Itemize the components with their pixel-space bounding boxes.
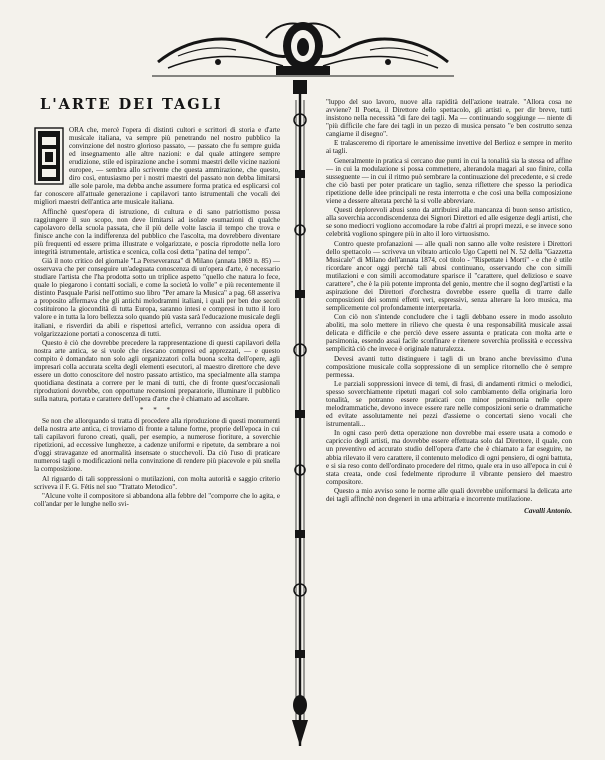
author-signature: Cavalli Antonio. [524,506,572,515]
dropcap-o-icon [34,127,64,185]
article-paragraph: Contro queste profanazioni — alle quali non sanno alle volte resistere i Direttori dello spettacolo — scriveva un vibrato articolo Ugo Capetti nel N. 52 della "Gazzetta Musicale" di Milano dell'annata 1874, col titolo - "Rispettate i Morti" - e che è utile ricordare ancor oggi perchè tali abusi continuano, osservando che con simili mutilazioni e con simili accomodature sparisce il "carattere, quel delizioso e soave carattere", che è la più potente impronta del genio, mentre che il sogno degl'artisti e la aspirazione dei Direttori d'orchestra dovrebbe essere quella di trarre dalle composizioni dei sommi effetti veri, espressivi, senza alterare la loro musica, ma semplicemente col profondamente interpretarla. [326,239,572,312]
article-paragraph: Generalmente in pratica si cercano due punti in cui la tonalità sia la stessa od affine — in cui la modulazione si possa commettere, alterandola magari al suo finire, colla susseguente — in cui il ritmo può sembrare la continuazione del precedente, e si crede che ciò basti per poter praticare un taglio, senza riflettere che spesso la periodica ripetizione delle idee principali ne resta interrotta e che così una bella composizione viene a dessere alterata perchè la si volle abbreviare. [326,156,572,205]
article-paragraph: Questo è ciò che dovrebbe precedere la rappresentazione di questi capilavori della nostra arte antica, se si vuole che riescano compresi ed apprezzati, — e questo compito è domandato non solo agli organizzatori colla buona scelta dell'opere, agli impresari colla accurata scelta degli elementi esecutori, al maestro direttore che deve essere un dotto conoscitore del nostro passato artistico, ma specialmente alla stampa quotidiana destinata a correre per le mani di tutti, che di fronte quest'occasionali riproduzioni dovrebbe, con opportune recensioni preparatorie, illuminare il pubblico sulla natura, portata e carattere dell'opera d'arte che è chiamato ad ascoltare. [34,338,280,404]
article-paragraph: Se non che allorquando si tratta di procedere alla riproduzione di questi monumenti della nostra arte antica, ci troviamo di fronte a talune forme, proprie dell'epoca in cui tali capilavori furono creati, quali, per esempio, a numerose fioriture, a soverchie ripetizioni, ad eccessive lunghezze, a cadenze uniformi e ripetute, da sembrare a noi d'oggi stravaganze ed anormalità insensate o stucchevoli. Da ciò l'uso di praticare numerosi tagli o modificazioni nella convinzione di rendere più piacevole e più snella la composizione. [34,417,280,474]
right-column [326,98,572,750]
section-separator: * * * [139,406,175,415]
article-paragraph: "Alcune volte il compositore si abbandona alla febbre del "comporre che lo agita, e coll'andar per le lunghe nello svi- [34,492,280,509]
article-paragraph: Le parziali soppressioni invece di temi, di frasi, di andamenti ritmici o melodici, spesso soverchiamente ripetuti magari col solo cambiamento della originaria loro tonalità, se potranno essere praticati con minor pensimonia nelle opere melodrammatiche, devono invece essere rare nelle composizioni serie o drammatiche ed evitate assolutamente nei pezzi d'assieme o concertati sieno vocali che istrumentali... [326,379,572,429]
article-paragraph: Affinchè quest'opera di istruzione, di cultura e di sano patriottismo possa raggiungere il suo scopo, non deve limitarsi ad isolate esumazioni di qualche capolavoro della scuola passata, che il più delle volte lascia il tempo che trova e finisce anche con la indifferenza del pubblico che l'ascolta, ma dovrebbero diventare più frequenti ed essere prima illustrate e volgarizzate, e poscia riprodotte nella loro integrità istrumentale, artistica e scenica, colla così detta "patina del tempo". [34,207,280,256]
article-paragraph: Questo a mio avviso sono le norme alle quali dovrebbe uniformarsi la delicata arte dei tagli affinchè non degeneri in una arbitraria e incorrente mutilazione. [326,486,572,503]
ornamental-crest-icon [148,18,458,80]
ornamental-column-icon [288,80,312,746]
article-paragraph: ORA che, mercè l'opera di distinti cultori e scrittori di storia e d'arte musicale italiana, va sempre più penetrando nel nostro pubblico la convinzione del nostro glorioso passato, — passato che fu sempre guida ed insegnamento alle altre nazioni: e dal quale attingere sempre erudizione, stile ed ispirazione anche i sommi maestri delle vicine nazioni europee, — sembra allo scrivente che questa ammirazione, che questo, diro così, entusiasmo per i nostri maestri del passato non debba limitarsi alle sole parole, ma debba anche assumere forma pratica ed esplicarsi col far conoscere all'attuale generazione i capilavori tanto istrumentali che vocali dei migliori maestri dell'antica arte musicale italiana. [34,126,280,207]
left-column [34,126,280,750]
article-paragraph: Con ciò non s'intende concludere che i tagli debbano essere in modo assoluto aboliti, ma solo mettere in rilievo che questa è una responsabilità musicale assai delicata e difficile e che perciò deve essere assunta e praticata con molta arte e parsimonia, essendo assai facile sconfinare e ritenere soverchia prolissità e eccessiva semplicità ciò che invece è originale naturalezza. [326,313,572,354]
article-paragraph: Questi deplorevoli abusi sono da attribuirsi alla mancanza di buon senso artistico, alla soverchia accondiscendenza dei Signori Direttori ed alle esigenze degli artisti, che se sono mediocri vogliono accomodare la robe d'altri ai propri mezzi, e se invece sono celebrità vogliono spingere più in alto il loro virtuosismo. [326,206,572,239]
article-title: L'ARTE DEI TAGLI [40,96,223,113]
article-paragraph: Devesi avanti tutto distinguere i tagli di un brano anche brevissimo d'una composizione musicale colla soppressione di un semplice ritornello che è sempre permessa. [326,354,572,379]
article-paragraph: Già il noto critico del giornale "La Perseveranza" di Milano (annata 1869 n. 85) — osservava che per conseguire un'adeguata conoscenza di un'opera d'arte, è necessario studiare l'artista che l'ha prodotta sotto un triplice aspetto "quello che natura lo fece, quale lo piegarono i contatti sociali, e come la società lo volle" e più recentemente il distinto Pasquale Parisi nell'ottimo suo libro "Per amare la Musica" a pag. 68 asseriva a proposito affermava che gli antichi melodrammi italiani, i quali per ben due secoli costituirono la giocondità di tutta Europa, saranno intesi e compresi in tutto il loro valore e in tutta la loro bellezza solo quando più vasta sarà l'educazione musicale degli italiani, e risverdiri da abili e rispettosi artefici, verranno con assidua opera di volgarizzazione portati a conoscenza di tutti. [34,257,280,338]
article-paragraph: Al riguardo di tali soppressioni o mutilazioni, con molta autorità e saggio criterio scriveva il F. G. Fétis nel suo "Trattato Metodico". [34,474,280,491]
article-paragraph: "luppo del suo lavoro, nuove alla rapidità dell'azione teatrale. "Allora cosa ne avviene? Il Poeta, il Direttore dello spettacolo, gli artisti e, per dir breve, tutti insistono nella necessità "di fare dei tagli. Ma — continuando soggiunge — niente di "più difficile che fare dei tagli in un pezzo di musica pensato "e ben costrutto senza cangiarne il disegno". [326,98,572,139]
article-paragraph: E tralasceremo di riportare le amenissime invettive del Berlioz e sempre in merito ai tagli. [326,139,572,156]
article-paragraph: In ogni caso però detta operazione non dovrebbe mai essere usata a comodo e capriccio degli artisti, ma dovrebbe essere effettuata solo dal Direttore, il quale, con un preventivo ed accurato studio dell'opera d'arte che è chiamato a far eseguire, ne abbia rilevato il vero carattere, il contenuto melodico di ogni pensiero, di ogni battuta, e si sia reso conto dell'ordinato procedere del ritmo, quale era in uso all'epoca in cui è stata creata, onde così fedelmente riprodurre il vibrante pensiero del maestro compositore. [326,429,572,486]
